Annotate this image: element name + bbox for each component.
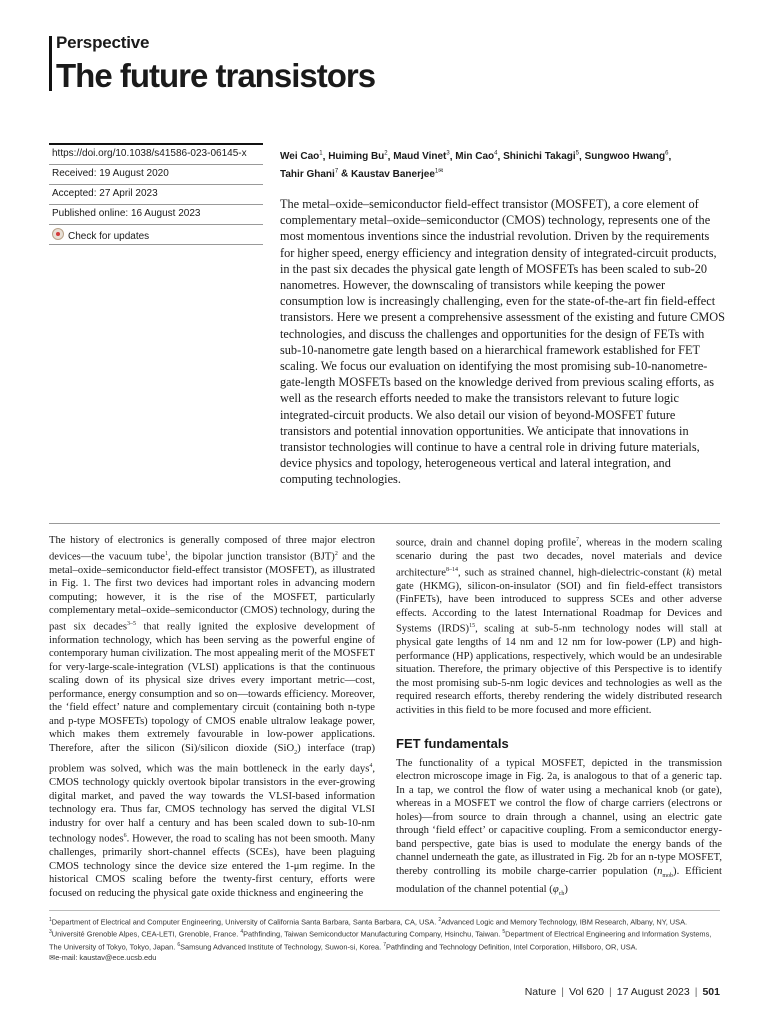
author-name[interactable]: Shinichi Takagi$^5$ <box>503 151 580 163</box>
body-paragraph: The functionality of a typical MOSFET, depicted in the transmission electron microscope image in Fig. 2a, is analogous to that of a generic tap. In a tap, we control the flow of water using a mechanical knob (or gate), whereas in a MOSFET we control the flow of charge carriers (electrons or holes)—from source to drain through a channel, using an electric gate through ‘field effect’ or capacitive coupling. From a semiconductor energy-band perspective, gate bias is used to modulate the energy bands of the channel underneath the gate, as illustrated in Fig. 2b for an n-type MOSFET, thereby controlling its mobile charge-carrier population $(n_{mob})$. Efficient modulation of the channel potential $(\varphi_{ch})$ <box>396 757 722 898</box>
footnote-divider <box>49 910 720 911</box>
page-number: 501 <box>702 986 720 998</box>
section-divider <box>49 523 720 524</box>
author-name[interactable]: Maud Vinet$^3$ <box>393 151 450 163</box>
header-accent-bar <box>49 36 52 91</box>
abstract: The metal–oxide–semiconductor field-effect transistor (MOSFET), a core element of complementary metal–oxide–semiconductor (CMOS) technology, represents one of the most momentous inventions since the industrial revolution. Driven by the requirements for higher speed, energy efficiency and integration density of integrated-circuit products, in the past six decades the physical gate length of MOSFETs has been scaled to sub-20 nanometres. However, the downscaling of transistors while keeping the power consumption low is increasingly challenging, even for the state-of-the-art fin field-effect transistors. Here we present a comprehensive assessment of the existing and future CMOS technologies, and discuss the challenges and opportunities for the design of FETs with sub-10-nanometre gate length based on a hierarchical framework established for FET scaling. We focus our evaluation on identifying the most promising sub-10-nanometre-gate-length MOSFETs based on the knowledge derived from previous scaling efforts, as well as the research efforts needed to make the transistors relevant to future logic integrated-circuit products. We also detail our vision of beyond-MOSFET future transistors and potential innovation opportunities. We anticipate that innovations in transistor technologies will continue to have a central role in driving future materials, device physics and topology, heterogeneous vertical and lateral integration, and computing technologies. <box>280 197 725 487</box>
body-column-right <box>396 534 722 902</box>
body-paragraph: The history of electronics is generally composed of three major electron devices—the vacuum tube$^1$, the bipolar junction transistor (BJT)$^2$ and the metal–oxide–semiconductor field-effect transistor (MOSFET), as illustrated in Fig. 1. The first two devices had important roles in advancing modern computing; however, it is the rise of the MOSFET, particularly complementary metal–oxide–semiconductor (CMOS) technology, during the past six decades$^{3-5}$ that really ignited the explosive development of information technology, which has been serving as the powerful engine of contemporary human civilization. The most appealing merit of the MOSFET for very-large-scale-integration (VLSI) applications is that the continuous scaling down of its physical size drives every important metric—cost, performance, energy consumption and so on—towards efficiency. Moreover, the ‘field effect’ nature and complementary circuit (containing both n-type and p-type MOSFETs) topology of CMOS enable ultralow leakage power, which makes them extremely favourable in low-power applications. Therefore, after the silicon (Si)/silicon dioxide (SiO$_2$) interface (trap) problem was solved, which was the main bottleneck in the early days$^4$, CMOS technology quickly overtook bipolar transistors in the ever-growing digital market, and paved the way towards the VLSI-based information technology era. Thus far, CMOS technology has served the digital VLSI industry for over half a century and has been scaled down to sub-10-nm technology nodes$^6$. However, the road to scaling has not been smooth. Many challenges, primarily short-channel effects (SCEs), have been plaguing CMOS technology since the device size entered the 1-μm regime. In the historical CMOS scaling before the twenty-first century, efforts were focused on reducing the physical gate oxide thickness and engineering the <box>49 535 376 899</box>
affiliations-footnote: $^1$Department of Electrical and Computer Engineering, University of California Santa Barbara, Santa Barbara, CA, USA. $^2$Advanced Logic and Memory Technology, IBM Research, Albany, NY, USA. $^3$Université Grenoble Alpes, CEA-LETI, Grenoble, France. $^4$Pathfinding, Taiwan Semiconductor Manufacturing Company, Hsinchu, Taiwan. $^5$Department of Electrical Engineering and Information Systems, The University of Tokyo, Tokyo, Japan. $^6$Samsung Advanced Institute of Technology, Suwon-si, Korea. $^7$Pathfinding and Technology Definition, Intel Corporation, Hillsboro, OR, USA. ✉e-mail: kaustav@ece.ucsb.edu <box>49 917 712 963</box>
received-date: Received: 19 August 2020 <box>49 164 263 184</box>
page-footer: Nature | Vol 620 | 17 August 2023 | 501 <box>524 986 720 998</box>
author-name[interactable]: Sungwoo Hwang$^6$ <box>584 151 669 163</box>
check-updates-button[interactable] <box>49 224 263 245</box>
journal-name: Nature <box>524 986 557 998</box>
author-name[interactable]: Wei Cao$^1$ <box>280 151 323 163</box>
body-column-left <box>49 534 375 900</box>
check-updates-label: Check for updates <box>68 231 150 242</box>
section-heading: FET fundamentals <box>396 736 509 752</box>
article-metadata <box>49 143 263 245</box>
article-title: The future transistors <box>56 57 376 94</box>
author-name[interactable]: Min Cao$^4$ <box>455 151 498 163</box>
author-name[interactable]: Tahir Ghani$^7$ <box>280 168 339 180</box>
doi-link[interactable]: https://doi.org/10.1038/s41586-023-06145-x <box>49 143 263 164</box>
author-name[interactable]: Kaustav Banerjee$^{1✉}$ <box>350 168 444 180</box>
author-list: Wei Cao$^1$, Huiming Bu$^2$, Maud Vinet$^3$, Min Cao$^4$, Shinichi Takagi$^5$, Sungwoo Hwang$^6$, Tahir Ghani$^7$ & Kaustav Banerjee$^{1✉}$ <box>280 151 672 180</box>
article-type: Perspective <box>56 33 150 52</box>
issue-date: 17 August 2023 <box>616 986 690 998</box>
check-updates-icon <box>52 228 64 240</box>
accepted-date: Accepted: 27 April 2023 <box>49 184 263 204</box>
body-paragraph: source, drain and channel doping profile$^7$, whereas in the modern scaling scenario during the past two decades, novel materials and device architecture$^{8-14}$, such as strained channel, high-dielectric-constant (k) metal gate (HKMG), silicon-on-insulator (SOI) and fin field-effect transistors (FinFETs), have been introduced to suppress SCEs and other adverse effects. According to the latest International Roadmap for Devices and Systems (IRDS)$^{15}$, scaling at sub-5-nm technology nodes will stall at physical gate lengths of 14 nm and 12 nm for low-power (LP) and high-performance (HP) applications, respectively, which would be an undesirable situation. Therefore, the primary objective of this Perspective is to identify the most promising sub-5-nm logic devices and technologies as well as the required research efforts, thereby rendering the widely distributed research activities in this field to be more focused and more efficient. <box>396 537 722 716</box>
author-name[interactable]: Huiming Bu$^2$ <box>328 151 388 163</box>
journal-volume: Vol 620 <box>568 986 605 998</box>
published-date: Published online: 16 August 2023 <box>49 204 263 224</box>
